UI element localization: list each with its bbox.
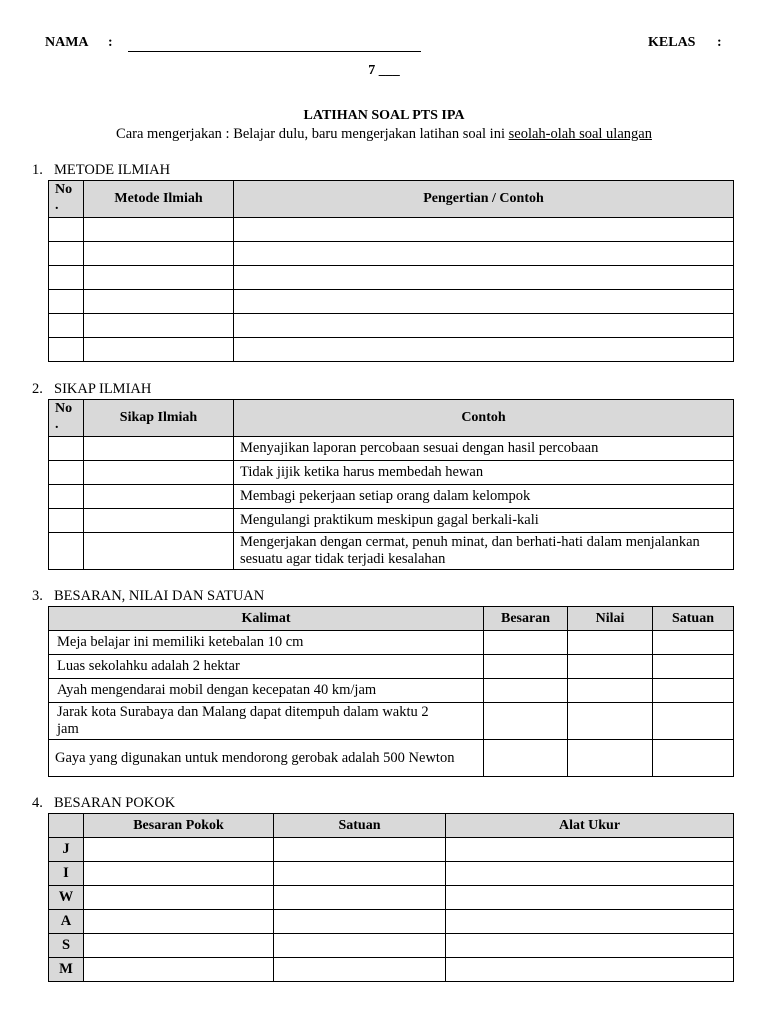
table-row: [49, 740, 734, 777]
cell-nilai[interactable]: [568, 703, 653, 740]
section-4-number: 4.: [32, 795, 43, 811]
sikap-ilmiah-table: [48, 399, 734, 570]
page-title: LATIHAN SOAL PTS IPA: [303, 108, 465, 123]
cell-nilai[interactable]: [568, 631, 653, 655]
section-4-title: BESARAN POKOK: [54, 795, 176, 811]
row-letter: W: [49, 886, 84, 910]
cell-kalimat: Jarak kota Surabaya dan Malang dapat ditempuh dalam waktu 2 jam: [49, 703, 484, 740]
nama-label: NAMA: [45, 35, 89, 50]
cell-satuan[interactable]: [274, 862, 446, 886]
cell-besaran-pokok[interactable]: [84, 958, 274, 982]
cell-nilai[interactable]: [568, 740, 653, 777]
table-row: [49, 218, 734, 242]
table-row: [49, 910, 734, 934]
cell-metode[interactable]: [84, 290, 234, 314]
col-header-besaran: Besaran: [484, 607, 568, 631]
cell-satuan[interactable]: [274, 958, 446, 982]
cell-satuan[interactable]: [653, 631, 734, 655]
metode-ilmiah-table: [48, 180, 734, 362]
cell-satuan[interactable]: [653, 655, 734, 679]
nama-colon: :: [108, 35, 113, 50]
table-row: [49, 703, 734, 740]
col-header-kalimat: Kalimat: [49, 607, 484, 631]
kelas-colon: :: [717, 35, 722, 50]
cell-sikap[interactable]: [84, 533, 234, 570]
cell-kalimat: Luas sekolahku adalah 2 hektar: [49, 655, 484, 679]
cell-metode[interactable]: [84, 266, 234, 290]
cell-contoh: Menyajikan laporan percobaan sesuai dengan hasil percobaan: [234, 437, 734, 461]
cell-metode[interactable]: [84, 338, 234, 362]
cell-pengertian[interactable]: [234, 338, 734, 362]
col-header-no: No .: [49, 400, 84, 437]
cell-besaran-pokok[interactable]: [84, 886, 274, 910]
cell-kalimat: Meja belajar ini memiliki ketebalan 10 cm: [49, 631, 484, 655]
cell-kalimat: Ayah mengendarai mobil dengan kecepatan 40 km/jam: [49, 679, 484, 703]
row-letter: A: [49, 910, 84, 934]
cell-sikap[interactable]: [84, 461, 234, 485]
cell-besaran-pokok[interactable]: [84, 910, 274, 934]
cell-no[interactable]: [49, 338, 84, 362]
cell-satuan[interactable]: [653, 740, 734, 777]
cell-pengertian[interactable]: [234, 266, 734, 290]
instruction-underlined: seolah-olah soal ulangan: [508, 126, 652, 142]
table-row: [49, 314, 734, 338]
col-header-alat-ukur: Alat Ukur: [446, 814, 734, 838]
cell-besaran-pokok[interactable]: [84, 934, 274, 958]
cell-kalimat: Gaya yang digunakan untuk mendorong gerobak adalah 500 Newton: [49, 740, 484, 777]
cell-besaran-pokok[interactable]: [84, 862, 274, 886]
cell-no[interactable]: [49, 218, 84, 242]
cell-besaran[interactable]: [484, 703, 568, 740]
cell-satuan[interactable]: [274, 886, 446, 910]
row-letter: I: [49, 862, 84, 886]
table-row: [49, 533, 734, 570]
table-row: [49, 655, 734, 679]
table-row: [49, 934, 734, 958]
cell-satuan[interactable]: [274, 934, 446, 958]
cell-metode[interactable]: [84, 242, 234, 266]
col-header-contoh: Contoh: [234, 400, 734, 437]
cell-besaran[interactable]: [484, 740, 568, 777]
kelas-label: KELAS: [648, 35, 696, 50]
cell-no[interactable]: [49, 461, 84, 485]
table-row: [49, 266, 734, 290]
section-3-heading: [32, 588, 264, 605]
section-1-title: METODE ILMIAH: [54, 162, 171, 178]
table-row: [49, 437, 734, 461]
col-header-no: No .: [49, 181, 84, 218]
cell-alat-ukur[interactable]: [446, 910, 734, 934]
cell-besaran[interactable]: [484, 631, 568, 655]
row-letter: J: [49, 838, 84, 862]
cell-contoh: Membagi pekerjaan setiap orang dalam kelompok: [234, 485, 734, 509]
cell-satuan[interactable]: [653, 679, 734, 703]
col-header-letter: [49, 814, 84, 838]
cell-alat-ukur[interactable]: [446, 886, 734, 910]
col-header-sikap-ilmiah: Sikap Ilmiah: [84, 400, 234, 437]
cell-metode[interactable]: [84, 218, 234, 242]
cell-satuan[interactable]: [274, 910, 446, 934]
table-row: [49, 242, 734, 266]
cell-satuan[interactable]: [653, 703, 734, 740]
cell-pengertian[interactable]: [234, 314, 734, 338]
cell-no[interactable]: [49, 266, 84, 290]
section-3-number: 3.: [32, 588, 43, 604]
cell-sikap[interactable]: [84, 437, 234, 461]
cell-metode[interactable]: [84, 314, 234, 338]
cell-nilai[interactable]: [568, 679, 653, 703]
section-1-heading: [32, 162, 170, 179]
cell-pengertian[interactable]: [234, 242, 734, 266]
cell-contoh: Mengerjakan dengan cermat, penuh minat, dan berhati-hati dalam menjalankan sesuatu agar tidak terjadi kesalahan: [234, 533, 734, 570]
cell-no[interactable]: [49, 485, 84, 509]
cell-no[interactable]: [49, 242, 84, 266]
cell-alat-ukur[interactable]: [446, 862, 734, 886]
besaran-pokok-table: [48, 813, 734, 982]
col-header-satuan: Satuan: [653, 607, 734, 631]
table-row: [49, 958, 734, 982]
cell-nilai[interactable]: [568, 655, 653, 679]
class-number: 7 ___: [368, 63, 400, 78]
cell-no[interactable]: [49, 290, 84, 314]
table-row: [49, 838, 734, 862]
cell-no[interactable]: [49, 509, 84, 533]
cell-pengertian[interactable]: [234, 218, 734, 242]
row-letter: S: [49, 934, 84, 958]
col-header-satuan: Satuan: [274, 814, 446, 838]
section-2-number: 2.: [32, 381, 43, 397]
cell-no[interactable]: [49, 314, 84, 338]
section-1-number: 1.: [32, 162, 43, 178]
col-header-besaran-pokok: Besaran Pokok: [84, 814, 274, 838]
instruction-text: [0, 126, 768, 143]
section-2-title: SIKAP ILMIAH: [54, 381, 152, 397]
col-header-nilai: Nilai: [568, 607, 653, 631]
cell-besaran[interactable]: [484, 655, 568, 679]
table-row: [49, 509, 734, 533]
col-header-pengertian: Pengertian / Contoh: [234, 181, 734, 218]
cell-besaran-pokok[interactable]: [84, 838, 274, 862]
table-row: [49, 886, 734, 910]
section-3-title: BESARAN, NILAI DAN SATUAN: [54, 588, 265, 604]
cell-no[interactable]: [49, 533, 84, 570]
instruction-prefix: Cara mengerjakan : Belajar dulu, baru mengerjakan latihan soal ini: [116, 126, 509, 142]
table-row: [49, 338, 734, 362]
table-row: [49, 862, 734, 886]
cell-pengertian[interactable]: [234, 290, 734, 314]
nama-blank-line[interactable]: [128, 36, 421, 52]
cell-contoh: Mengulangi praktikum meskipun gagal berkali-kali: [234, 509, 734, 533]
cell-alat-ukur[interactable]: [446, 838, 734, 862]
cell-besaran[interactable]: [484, 679, 568, 703]
table-row: [49, 631, 734, 655]
table-row: [49, 290, 734, 314]
table-row: [49, 461, 734, 485]
cell-satuan[interactable]: [274, 838, 446, 862]
table-row: [49, 485, 734, 509]
cell-alat-ukur[interactable]: [446, 934, 734, 958]
col-header-metode-ilmiah: Metode Ilmiah: [84, 181, 234, 218]
cell-no[interactable]: [49, 437, 84, 461]
section-2-heading: [32, 381, 151, 398]
table-row: [49, 679, 734, 703]
cell-alat-ukur[interactable]: [446, 958, 734, 982]
besaran-nilai-satuan-table: [48, 606, 734, 777]
cell-sikap[interactable]: [84, 509, 234, 533]
cell-contoh: Tidak jijik ketika harus membedah hewan: [234, 461, 734, 485]
row-letter: M: [49, 958, 84, 982]
section-4-heading: [32, 795, 175, 812]
cell-sikap[interactable]: [84, 485, 234, 509]
